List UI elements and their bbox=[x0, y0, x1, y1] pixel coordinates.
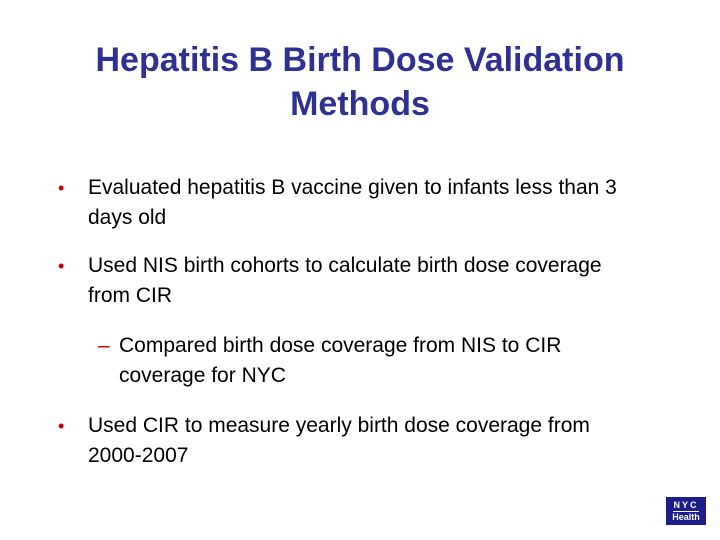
sub-bullet-marker: – bbox=[98, 334, 110, 357]
slide-title-line: Methods bbox=[290, 85, 430, 123]
bullet-item bbox=[58, 411, 590, 471]
logo-top-text: NYC bbox=[673, 499, 699, 510]
slide-title bbox=[40, 38, 680, 126]
bullet-text-line: days old bbox=[88, 206, 167, 229]
sub-bullet-item bbox=[98, 331, 562, 391]
bullet-text-line: coverage for NYC bbox=[119, 364, 286, 387]
bullet-text-line: Used NIS birth cohorts to calculate birth dose coverage bbox=[88, 254, 602, 277]
slide-title-line: Hepatitis B Birth Dose Validation bbox=[95, 41, 625, 79]
bullet-text-line: Used CIR to measure yearly birth dose coverage from bbox=[88, 414, 590, 437]
bullet-item bbox=[58, 251, 602, 311]
bullet-marker: • bbox=[58, 256, 65, 276]
logo-bottom-text: Health bbox=[672, 511, 700, 522]
bullet-text-line: Evaluated hepatitis B vaccine given to infants less than 3 bbox=[88, 176, 617, 199]
nyc-health-logo bbox=[666, 497, 706, 525]
bullet-text-line: from CIR bbox=[88, 284, 172, 307]
bullet-item bbox=[58, 173, 617, 233]
bullet-text-line: Compared birth dose coverage from NIS to CIR bbox=[119, 334, 562, 357]
bullet-text-line: 2000-2007 bbox=[88, 444, 189, 467]
bullet-marker: • bbox=[58, 178, 65, 198]
bullet-marker: • bbox=[58, 416, 65, 436]
